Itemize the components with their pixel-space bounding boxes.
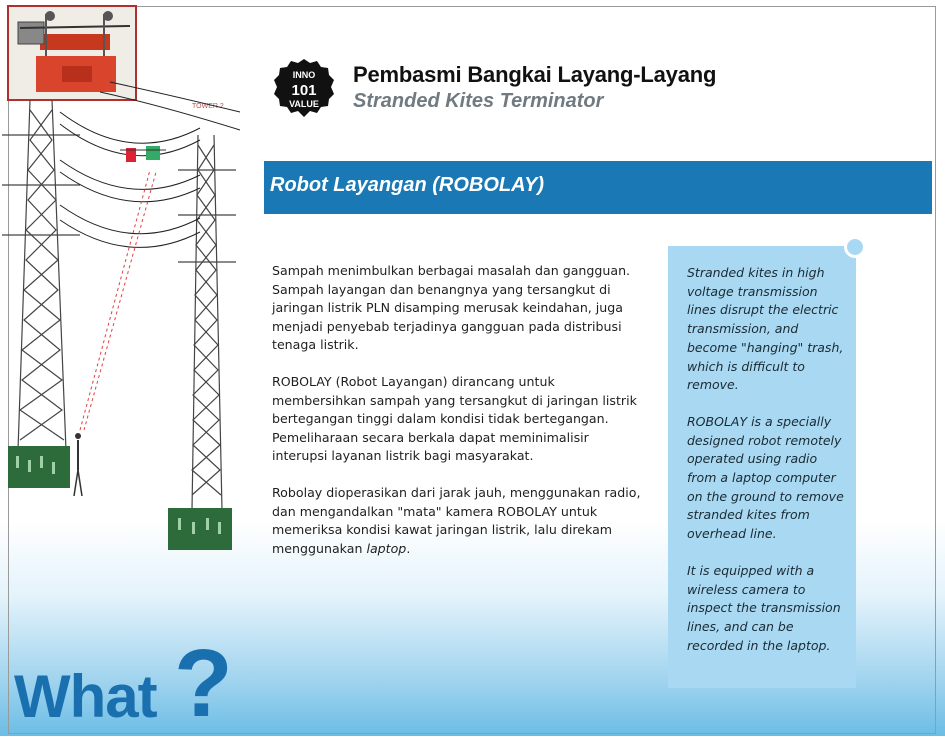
main-paragraph: Robolay dioperasikan dari jarak jauh, menggunakan radio, dan mengandalkan "mata" kamera ROBOLAY untuk memeriksa kondisi kawat jaringan listrik, lalu direkam menggunakan laptop.: [272, 484, 641, 556]
title-indonesian: Pembasmi Bangkai Layang-Layang: [353, 62, 717, 87]
grass-right: [168, 508, 232, 550]
badge-line-3: VALUE: [289, 99, 319, 109]
tower-right: [178, 135, 236, 510]
what-heading: What: [14, 663, 157, 730]
badge-line-1: INNO: [292, 70, 316, 80]
main-paragraph: ROBOLAY (Robot Layangan) dirancang untuk membersihkan sampah yang tersangkut di jaringan listrik bertegangan tinggi dalam kondisi tidak bertegangan. Pemeliharaan secara berkala dapat meminimalisir interupsi layanan listrik bagi masyarakat.: [272, 373, 637, 464]
sidebar-paragraph: ROBOLAY is a specially designed robot remotely operated using radio from a laptop computer on the ground to remove stranded kites from overhead line.: [687, 413, 844, 542]
sidebar-paragraph: Stranded kites in high voltage transmission lines disrupt the electric transmission, and become "hanging" trash, which is difficult to remove.: [687, 265, 844, 393]
tower-label: TOWER 2: [192, 103, 224, 110]
sidebar-dot-decoration: [844, 236, 866, 258]
robot-on-line: [120, 146, 166, 162]
section-banner-title: Robot Layangan (ROBOLAY): [270, 174, 545, 196]
question-mark: ?: [174, 630, 233, 737]
sidebar-paragraph: It is equipped with a wireless camera to inspect the transmission lines, and can be recorded in the laptop.: [687, 562, 841, 653]
main-paragraph: Sampah menimbulkan berbagai masalah dan gangguan. Sampah layangan dan benangnya yang tersangkut di jaringan listrik PLN disamping merusak keindahan, juga menjadi penyebab terjadinya gangguan pada distribusi tenaga listrik.: [272, 263, 631, 353]
transmission-tower-illustration: [0, 0, 245, 560]
main-body-text: [272, 262, 647, 576]
title-english: Stranded Kites Terminator: [353, 90, 604, 112]
tower-left: [2, 100, 80, 450]
sidebar-text: [687, 264, 847, 673]
operator-figure: [74, 433, 82, 496]
badge-line-2: 101: [291, 82, 317, 99]
inno-101-value-badge: [272, 57, 336, 121]
robot-photo-inset: [8, 6, 136, 100]
